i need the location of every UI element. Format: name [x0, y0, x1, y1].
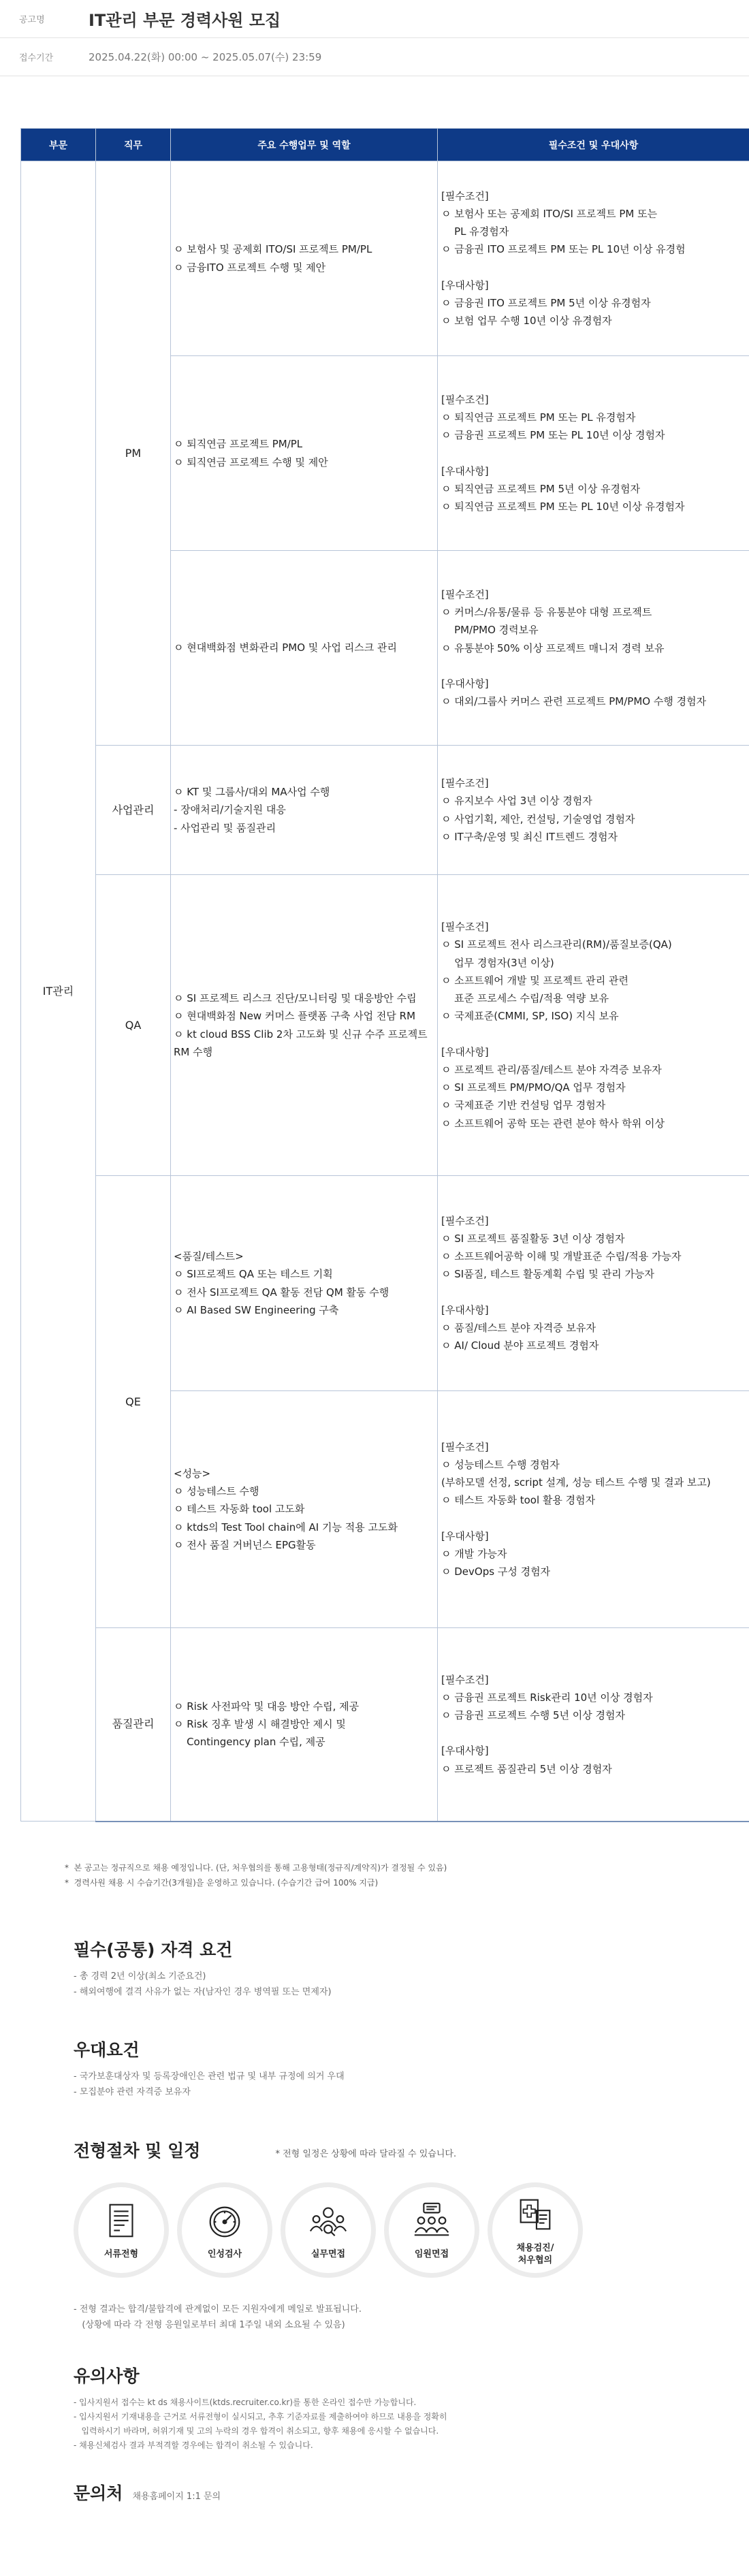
employment-notes — [65, 1860, 749, 1890]
process-step — [281, 2182, 376, 2278]
caution-item: 입력하시기 바라며, 허위기재 및 고의 누락의 경우 합격이 취소되고, 향후 채용에 응시할 수 없습니다. — [74, 2424, 749, 2438]
process-step-label: 채용검진/ 처우협의 — [517, 2242, 554, 2266]
spacer — [441, 445, 749, 462]
cell-line: <성능> — [174, 1465, 437, 1482]
cell-line: ㅇ 소프트웨어공학 이해 및 개발표준 수립/적용 가능자 — [441, 1247, 749, 1265]
job-table-wrapper — [20, 128, 749, 1822]
task-cell — [171, 551, 438, 746]
cell-line: (부하모델 선정, script 설계, 성능 테스트 수행 및 결과 보고) — [441, 1474, 749, 1491]
cell-line: 업무 경험자(3년 이상) — [441, 954, 749, 972]
requirement-cell — [438, 161, 749, 356]
cell-line: ㅇ kt cloud BSS Clib 2차 고도화 및 신규 수주 프로젝트 — [174, 1025, 437, 1043]
task-cell — [171, 1176, 438, 1391]
cell-line: [필수조건] — [441, 1671, 749, 1689]
medical-check-icon — [514, 2193, 556, 2236]
cell-line: <품질/테스트> — [174, 1247, 437, 1265]
cell-line: [필수조건] — [441, 1438, 749, 1456]
preferences-title: 우대요건 — [74, 2037, 749, 2061]
employment-note: * 경력사원 채용 시 수습기간(3개월)을 운영하고 있습니다. (수습기간 급여 100% 지급) — [65, 1875, 749, 1890]
task-cell — [171, 875, 438, 1176]
cell-line: ㅇ 테스트 자동화 tool 고도화 — [174, 1500, 437, 1518]
spacer — [441, 657, 749, 675]
spacer — [441, 1724, 749, 1742]
cell-line: [필수조건] — [441, 1212, 749, 1230]
cell-line: ㅇ 보험사 및 공제회 ITO/SI 프로젝트 PM/PL — [174, 240, 437, 258]
cell-line: ㅇ 성능테스트 수행 경험자 — [441, 1456, 749, 1474]
cell-line: ㅇ 퇴직연금 프로젝트 PM 또는 PL 10년 이상 유경험자 — [441, 498, 749, 515]
cell-line: ㅇ 유지보수 사업 3년 이상 경험자 — [441, 792, 749, 810]
cautions-section — [74, 2363, 749, 2453]
post-title: IT관리 부문 경력사원 모집 — [89, 7, 281, 31]
task-cell — [171, 356, 438, 551]
preference-item: - 모집분야 관련 자격증 보유자 — [74, 2085, 749, 2101]
cell-line: ㅇ 금융권 프로젝트 PM 또는 PL 10년 이상 경험자 — [441, 426, 749, 444]
cell-line: 표준 프로세스 수립/적용 역량 보유 — [441, 989, 749, 1007]
cell-line: ㅇ 사업기획, 제안, 컨설팅, 기술영업 경험자 — [441, 810, 749, 828]
column-header-dept: 부문 — [21, 129, 96, 161]
cell-line: ㅇ 커머스/유통/물류 등 유통분야 대형 프로젝트 — [441, 603, 749, 621]
cell-line: ㅇ SI 프로젝트 리스크 진단/모니터링 및 대응방안 수립 — [174, 989, 437, 1007]
requirement-cell — [438, 1391, 749, 1628]
spacer — [441, 1284, 749, 1301]
requirement-cell — [438, 875, 749, 1176]
requirement-cell — [438, 1628, 749, 1822]
cell-line: PM/PMO 경력보유 — [441, 621, 749, 639]
cell-line: ㅇ 보험사 또는 공제회 ITO/SI 프로젝트 PM 또는 — [441, 205, 749, 223]
cell-line: ㅇ 소프트웨어 개발 및 프로젝트 관리 관련 — [441, 972, 749, 989]
application-period-row — [0, 38, 749, 76]
cell-line: ㅇ 프로젝트 품질관리 5년 이상 경험자 — [441, 1760, 749, 1778]
requirement-cell — [438, 746, 749, 875]
qualification-item: - 해외여행에 결격 사유가 없는 자(남자인 경우 병역필 또는 면제자) — [74, 1985, 749, 2001]
cell-line: ㅇ 유통분야 50% 이상 프로젝트 매니저 경력 보유 — [441, 639, 749, 657]
cell-line: ㅇ 퇴직연금 프로젝트 PM 5년 이상 유경험자 — [441, 480, 749, 498]
table-row — [21, 746, 749, 875]
cell-line: ㅇ 퇴직연금 프로젝트 PM/PL — [174, 435, 437, 453]
cell-line: ㅇ 개발 가능자 — [441, 1545, 749, 1563]
cell-line: ㅇ 금융권 ITO 프로젝트 PM 5년 이상 유경험자 — [441, 294, 749, 312]
cell-line: ㅇ 전사 SI프로젝트 QA 활동 전담 QM 활동 수행 — [174, 1284, 437, 1301]
cell-line: ㅇ IT구축/운영 및 최신 IT트렌드 경험자 — [441, 828, 749, 846]
process-footnote: - 전형 결과는 합격/불합격에 관계없이 모든 지원자에게 메일로 발표됩니다. — [74, 2302, 749, 2318]
spacer — [441, 259, 749, 276]
cell-line: ㅇ 대외/그룹사 커머스 관련 프로젝트 PM/PMO 수행 경험자 — [441, 693, 749, 710]
job-table — [20, 128, 749, 1822]
table-header-row — [21, 129, 749, 161]
group-interview-icon — [307, 2199, 349, 2242]
cell-line: [우대사항] — [441, 276, 749, 294]
caution-item: - 채용신체검사 결과 부적격할 경우에는 합격이 취소될 수 있습니다. — [74, 2438, 749, 2453]
cell-line: - 사업관리 및 품질관리 — [174, 819, 437, 837]
cell-line: ㅇ AI/ Cloud 분야 프로젝트 경험자 — [441, 1337, 749, 1354]
table-row — [21, 1628, 749, 1822]
cell-line: [우대사항] — [441, 675, 749, 693]
cell-line: ㅇ SI품질, 테스트 활동계획 수립 및 관리 가능자 — [441, 1265, 749, 1283]
cell-line: ㅇ ktds의 Test Tool chain에 AI 기능 적용 고도화 — [174, 1518, 437, 1536]
task-cell — [171, 1391, 438, 1628]
cell-line: ㅇ SI 프로젝트 PM/PMO/QA 업무 경험자 — [441, 1079, 749, 1096]
cell-line: [필수조건] — [441, 391, 749, 409]
employment-note: * 본 공고는 정규직으로 채용 예정입니다. (단, 처우협의를 통해 고용형태(정규직/계약직)가 결정될 수 있음) — [65, 1860, 749, 1875]
cell-line: ㅇ DevOps 구성 경험자 — [441, 1563, 749, 1580]
spacer — [441, 1510, 749, 1527]
cell-line: ㅇ SI프로젝트 QA 또는 테스트 기획 — [174, 1265, 437, 1283]
preferences-section — [74, 2037, 749, 2101]
caution-item: - 입사지원서 접수는 kt ds 채용사이트(ktds.recruiter.co.kr)를 통한 온라인 접수만 가능합니다. — [74, 2396, 749, 2410]
preference-item: - 국가보훈대상자 및 등록장애인은 관련 법규 및 내부 규정에 의거 우대 — [74, 2069, 749, 2085]
job-cell-qe: QE — [96, 1176, 171, 1628]
process-section — [74, 2137, 749, 2162]
cell-line: [필수조건] — [441, 586, 749, 603]
cell-line: [우대사항] — [441, 1527, 749, 1545]
cell-line: ㅇ 성능테스트 수행 — [174, 1482, 437, 1500]
cell-line: ㅇ 보험 업무 수행 10년 이상 유경험자 — [441, 312, 749, 330]
process-footnotes — [74, 2302, 749, 2334]
cautions-title: 유의사항 — [74, 2363, 749, 2387]
cell-line: [우대사항] — [441, 1301, 749, 1319]
process-step — [384, 2182, 479, 2278]
cell-line: [필수조건] — [441, 187, 749, 205]
cell-line: [필수조건] — [441, 774, 749, 792]
process-title: 전형절차 및 일정 — [74, 2137, 200, 2162]
cell-line: ㅇ 현대백화점 New 커머스 플랫폼 구축 사업 전담 RM — [174, 1007, 437, 1025]
cell-line: ㅇ 현대백화점 변화관리 PMO 및 사업 리스크 관리 — [174, 639, 437, 656]
post-title-row — [0, 0, 749, 38]
task-cell — [171, 161, 438, 356]
cell-line: ㅇ 프로젝트 관리/품질/테스트 분야 자격증 보유자 — [441, 1061, 749, 1079]
requirement-cell — [438, 356, 749, 551]
table-row — [21, 875, 749, 1176]
cell-line: [우대사항] — [441, 462, 749, 480]
qualifications-title: 필수(공통) 자격 요건 — [74, 1937, 749, 1961]
cell-line: PL 유경험자 — [441, 223, 749, 240]
cell-line: ㅇ 품질/테스트 분야 자격증 보유자 — [441, 1319, 749, 1337]
process-steps — [74, 2182, 749, 2278]
job-cell-quality: 품질관리 — [96, 1628, 171, 1822]
job-cell-pm: PM — [96, 161, 171, 746]
spacer — [441, 1025, 749, 1043]
cell-line: ㅇ 퇴직연금 프로젝트 수행 및 제안 — [174, 454, 437, 471]
post-title-label: 공고명 — [0, 12, 89, 25]
cell-line: ㅇ 국제표준(CMMI, SP, ISO) 지식 보유 — [441, 1007, 749, 1025]
cell-line: ㅇ 국제표준 기반 컨설팅 업무 경험자 — [441, 1096, 749, 1114]
contact-section — [74, 2480, 749, 2505]
cell-line: ㅇ KT 및 그룹사/대외 MA사업 수행 — [174, 783, 437, 801]
dept-cell: IT관리 — [21, 161, 96, 1822]
cell-line: ㅇ SI 프로젝트 전사 리스크관리(RM)/품질보증(QA) — [441, 936, 749, 953]
cell-line: ㅇ Risk 사전파악 및 대응 방안 수립, 제공 — [174, 1698, 437, 1715]
cell-line: ㅇ SI 프로젝트 품질활동 3년 이상 경험자 — [441, 1230, 749, 1247]
process-step-label: 임원면접 — [415, 2248, 449, 2261]
process-step — [488, 2182, 583, 2278]
process-step-label: 인성검사 — [208, 2248, 242, 2261]
cell-line: [필수조건] — [441, 918, 749, 936]
process-note: * 전형 일정은 상황에 따라 달라질 수 있습니다. — [275, 2146, 456, 2159]
job-cell-biz: 사업관리 — [96, 746, 171, 875]
requirement-cell — [438, 1176, 749, 1391]
process-footnote: (상황에 따라 각 전형 응원일로부터 최대 1주일 내외 소요될 수 있음) — [74, 2318, 749, 2334]
application-period: 2025.04.22(화) 00:00 ~ 2025.05.07(수) 23:59 — [89, 50, 321, 64]
cell-line: ㅇ 테스트 자동화 tool 활용 경험자 — [441, 1491, 749, 1509]
application-period-label: 접수기간 — [0, 50, 89, 63]
cell-line: ㅇ 금융권 ITO 프로젝트 PM 또는 PL 10년 이상 유경험 — [441, 240, 749, 258]
job-cell-qa: QA — [96, 875, 171, 1176]
column-header-tasks: 주요 수행업무 및 역할 — [171, 129, 438, 161]
qualification-item: - 총 경력 2년 이상(최소 기준요건) — [74, 1969, 749, 1985]
cell-line: ㅇ 퇴직연금 프로젝트 PM 또는 PL 유경험자 — [441, 409, 749, 426]
column-header-requirements: 필수조건 및 우대사항 — [438, 129, 749, 161]
cell-line: ㅇ 소프트웨어 공학 또는 관련 분야 학사 학위 이상 — [441, 1115, 749, 1132]
cell-line: RM 수행 — [174, 1043, 437, 1061]
document-icon — [100, 2199, 142, 2242]
cell-line: ㅇ AI Based SW Engineering 구축 — [174, 1301, 437, 1319]
cell-line: ㅇ 금융권 프로젝트 Risk관리 10년 이상 경험자 — [441, 1689, 749, 1706]
task-cell — [171, 746, 438, 875]
cell-line: [우대사항] — [441, 1742, 749, 1760]
process-step-label: 실무면접 — [311, 2248, 345, 2261]
qualifications-section — [74, 1937, 749, 2001]
cell-line: ㅇ 금융ITO 프로젝트 수행 및 제안 — [174, 259, 437, 276]
cell-line: Contingency plan 수립, 제공 — [174, 1733, 437, 1751]
cell-line: [우대사항] — [441, 1043, 749, 1061]
column-header-job: 직무 — [96, 129, 171, 161]
table-row — [21, 1176, 749, 1391]
table-row — [21, 161, 749, 356]
requirement-cell — [438, 551, 749, 746]
contact-value: 채용홈페이지 1:1 문의 — [132, 2489, 221, 2502]
gauge-icon — [204, 2199, 246, 2242]
process-step-label: 서류전형 — [104, 2248, 138, 2261]
caution-item: - 입사지원서 기재내용을 근거로 서류전형이 실시되고, 추후 기준자료를 제출하여야 하므로 내용을 정확히 — [74, 2410, 749, 2424]
cell-line: - 장애처리/기술지원 대응 — [174, 801, 437, 818]
executive-interview-icon — [411, 2199, 453, 2242]
cell-line: ㅇ 전사 품질 거버넌스 EPG활동 — [174, 1536, 437, 1554]
process-step — [74, 2182, 169, 2278]
contact-title: 문의처 — [74, 2480, 123, 2505]
cell-line: ㅇ 금융권 프로젝트 수행 5년 이상 경험자 — [441, 1706, 749, 1724]
task-cell — [171, 1628, 438, 1822]
cell-line: ㅇ Risk 징후 발생 시 해결방안 제시 및 — [174, 1715, 437, 1733]
process-step — [177, 2182, 272, 2278]
